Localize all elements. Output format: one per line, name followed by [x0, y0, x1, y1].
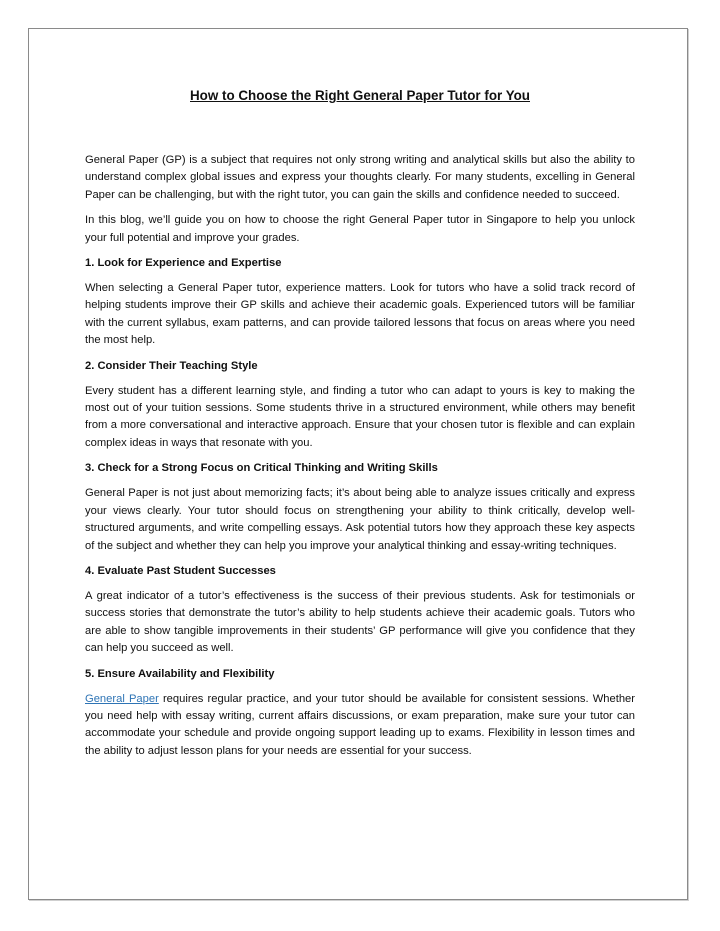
section-body-experience: When selecting a General Paper tutor, experience matters. Look for tutors who have a solid track record of helping students improve their GP skills and achieve their academic goals. Experienced tutors will be familiar with the current syllabus, exam patterns, and can provide tailored lessons that focus on areas where you need the most help. — [85, 282, 635, 347]
section-body-student-successes: A great indicator of a tutor’s effectiveness is the success of their previous students. Ask for testimonials or success stories that demonstrate the tutor’s ability to help students achieve their academic goals. Tutors who are able to show tangible improvements in their students’ GP performance will give you confidence that they can help you succeed as well. — [85, 589, 635, 655]
general-paper-link[interactable]: General Paper — [85, 692, 159, 705]
section-body-availability — [85, 691, 635, 761]
section-heading-student-successes: 4. Evaluate Past Student Successes — [85, 564, 276, 577]
section-heading-critical-thinking: 3. Check for a Strong Focus on Critical Thinking and Writing Skills — [85, 462, 438, 475]
section-body-critical-thinking: General Paper is not just about memorizing facts; it’s about being able to analyze issues critically and express your views clearly. Your tutor should focus on strengthening your ability to think critically, develop well-structured arguments, and write compelling essays. Ask potential tutors how they approach these key aspects of the subject and whether they can help you improve your analytical thinking and essay-writing techniques. — [85, 487, 635, 552]
section-body-availability-text: requires regular practice, and your tutor should be available for consistent sessions. Whether you need help with essay writing, current affairs discussions, or exam preparation, make sure your tutor can accommodate your schedule and provide ongoing support leading up to exams. Flexibility in lesson times and the ability to adjust lesson plans for your needs are essential for your success. — [85, 692, 635, 757]
intro-paragraph-1: General Paper (GP) is a subject that requires not only strong writing and analytical skills but also the ability to understand complex global issues and express your thoughts clearly. For many students, excelling in General Paper can be challenging, but with the right tutor, you can gain the skills and confidence needed to succeed. — [85, 154, 635, 201]
section-heading-experience: 1. Look for Experience and Expertise — [85, 257, 282, 270]
section-heading-teaching-style: 2. Consider Their Teaching Style — [85, 359, 258, 372]
intro-paragraph-2: In this blog, we’ll guide you on how to choose the right General Paper tutor in Singapore to help you unlock your full potential and improve your grades. — [85, 214, 635, 244]
section-body-teaching-style: Every student has a different learning style, and finding a tutor who can adapt to yours is key to making the most out of your tuition sessions. Some students thrive in a structured environment, while others may benefit from a more conversational and interactive approach. Ensure that your chosen tutor is flexible and can explain complex ideas in ways that resonate with you. — [85, 384, 635, 449]
section-heading-availability: 5. Ensure Availability and Flexibility — [85, 667, 275, 680]
page-title: How to Choose the Right General Paper Tutor for You — [190, 88, 530, 103]
document-body — [85, 88, 635, 768]
